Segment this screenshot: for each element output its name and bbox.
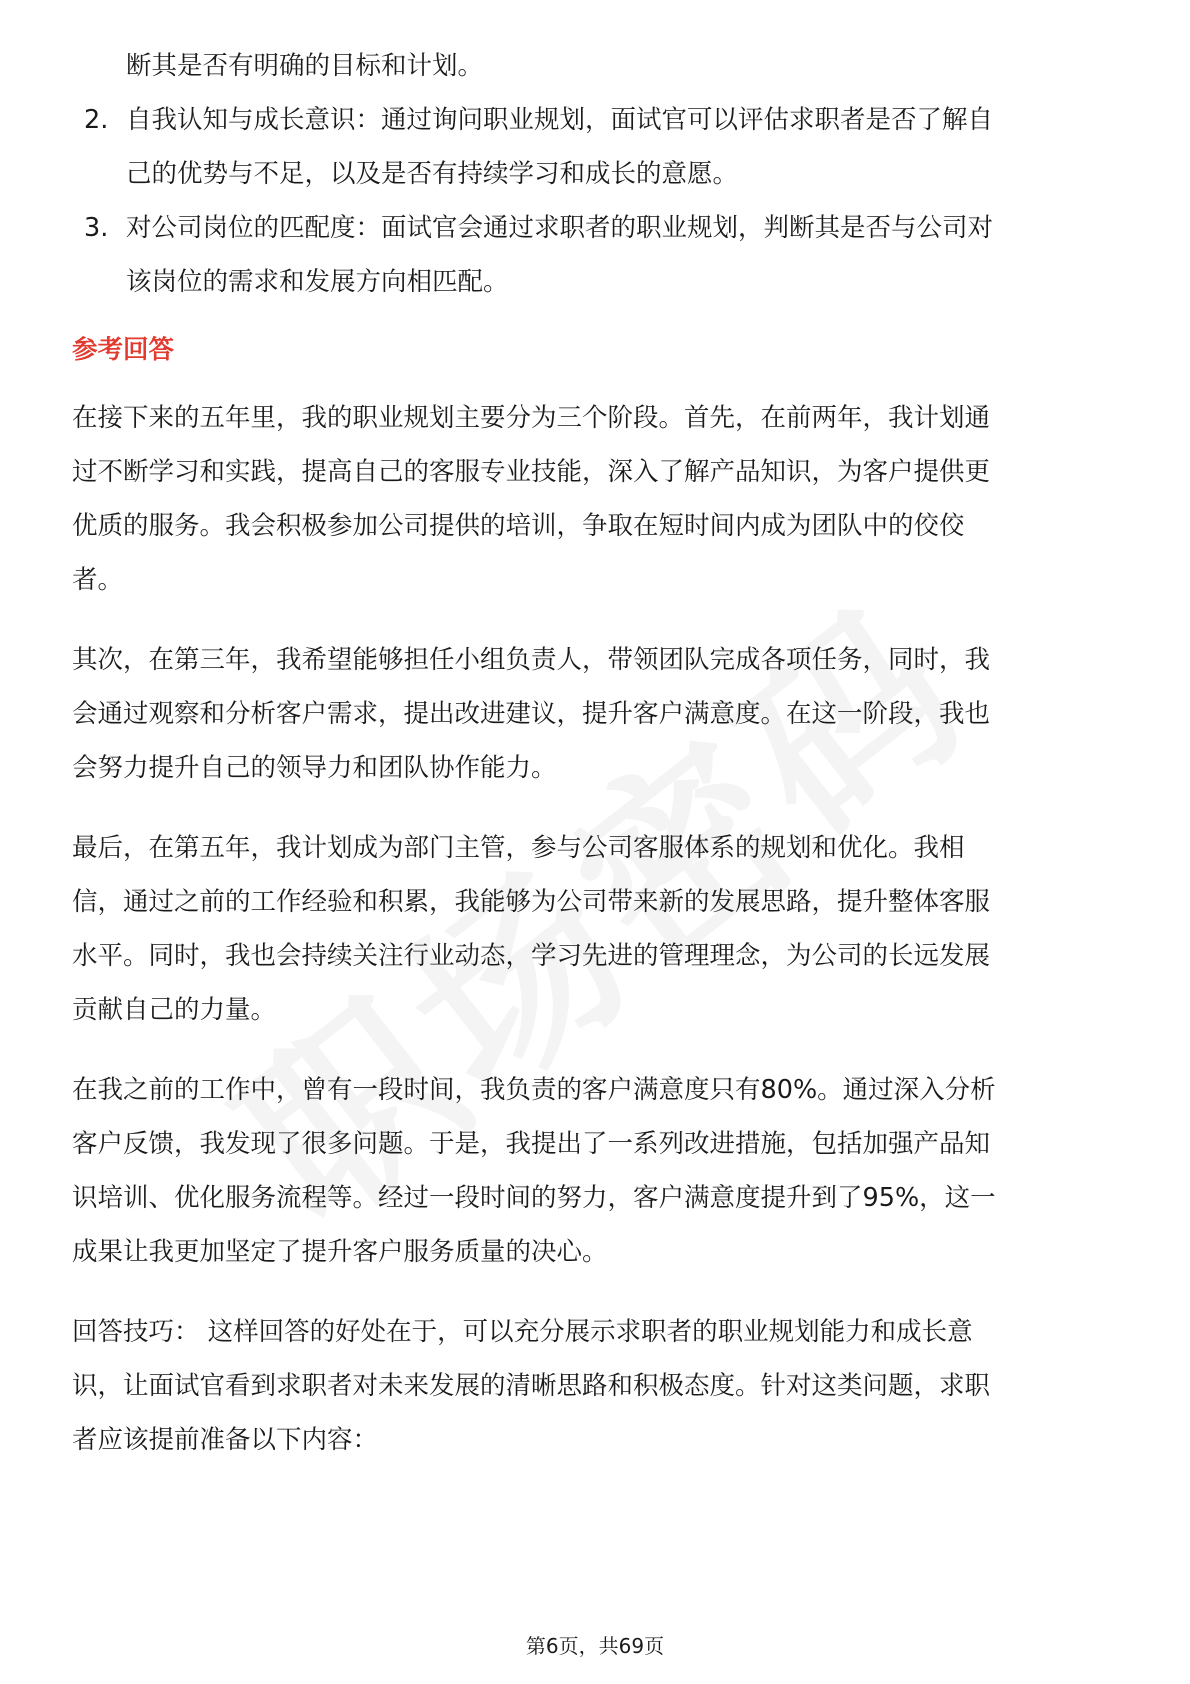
- paragraph-line: 会通过观察和分析客户需求，提出改进建议，提升客户满意度。在这一阶段，我也: [72, 699, 991, 729]
- paragraph-line: 客户反馈，我发现了很多问题。于是，我提出了一系列改进措施，包括加强产品知: [72, 1129, 991, 1159]
- paragraph-line: 贡献自己的力量。: [72, 995, 277, 1025]
- list-item-line: 自我认知与成长意识：通过询问职业规划，面试官可以评估求职者是否了解自: [126, 105, 994, 135]
- paragraph-line: 者。: [72, 565, 124, 595]
- section-heading: 参考回答: [72, 335, 175, 365]
- paragraph-line: 优质的服务。我会积极参加公司提供的培训，争取在短时间内成为团队中的佼佼: [72, 511, 965, 541]
- paragraph-line: 者应该提前准备以下内容：: [72, 1425, 379, 1455]
- list-item-continuation: 断其是否有明确的目标和计划。: [126, 51, 484, 81]
- paragraph-line: 在我之前的工作中，曾有一段时间，我负责的客户满意度只有80%。通过深入分析: [72, 1075, 996, 1105]
- paragraph-line: 回答技巧： 这样回答的好处在于，可以充分展示求职者的职业规划能力和成长意: [72, 1317, 973, 1347]
- list-number: 3.: [84, 213, 109, 243]
- list-item-line: 该岗位的需求和发展方向相匹配。: [126, 267, 509, 297]
- paragraph-line: 识培训、优化服务流程等。经过一段时间的努力，客户满意度提升到了95%，这一: [72, 1183, 996, 1213]
- paragraph-line: 其次，在第三年，我希望能够担任小组负责人，带领团队完成各项任务，同时，我: [72, 645, 991, 675]
- paragraph-line: 识，让面试官看到求职者对未来发展的清晰思路和积极态度。针对这类问题，求职: [72, 1371, 991, 1401]
- paragraph-line: 信，通过之前的工作经验和积累，我能够为公司带来新的发展思路，提升整体客服: [72, 887, 991, 917]
- page-footer: 第6页，共69页: [525, 1634, 665, 1658]
- list-number: 2.: [84, 105, 109, 135]
- list-item-line: 对公司岗位的匹配度：面试官会通过求职者的职业规划，判断其是否与公司对: [126, 213, 994, 243]
- list-item-line: 己的优势与不足，以及是否有持续学习和成长的意愿。: [126, 159, 739, 189]
- paragraph-line: 水平。同时，我也会持续关注行业动态，学习先进的管理理念，为公司的长远发展: [72, 941, 991, 971]
- paragraph-line: 会努力提升自己的领导力和团队协作能力。: [72, 753, 557, 783]
- paragraph-line: 在接下来的五年里，我的职业规划主要分为三个阶段。首先，在前两年，我计划通: [72, 403, 991, 433]
- paragraph-line: 最后，在第五年，我计划成为部门主管，参与公司客服体系的规划和优化。我相: [72, 833, 965, 863]
- paragraph-line: 成果让我更加坚定了提升客户服务质量的决心。: [72, 1237, 608, 1267]
- paragraph-line: 过不断学习和实践，提高自己的客服专业技能，深入了解产品知识，为客户提供更: [72, 457, 991, 487]
